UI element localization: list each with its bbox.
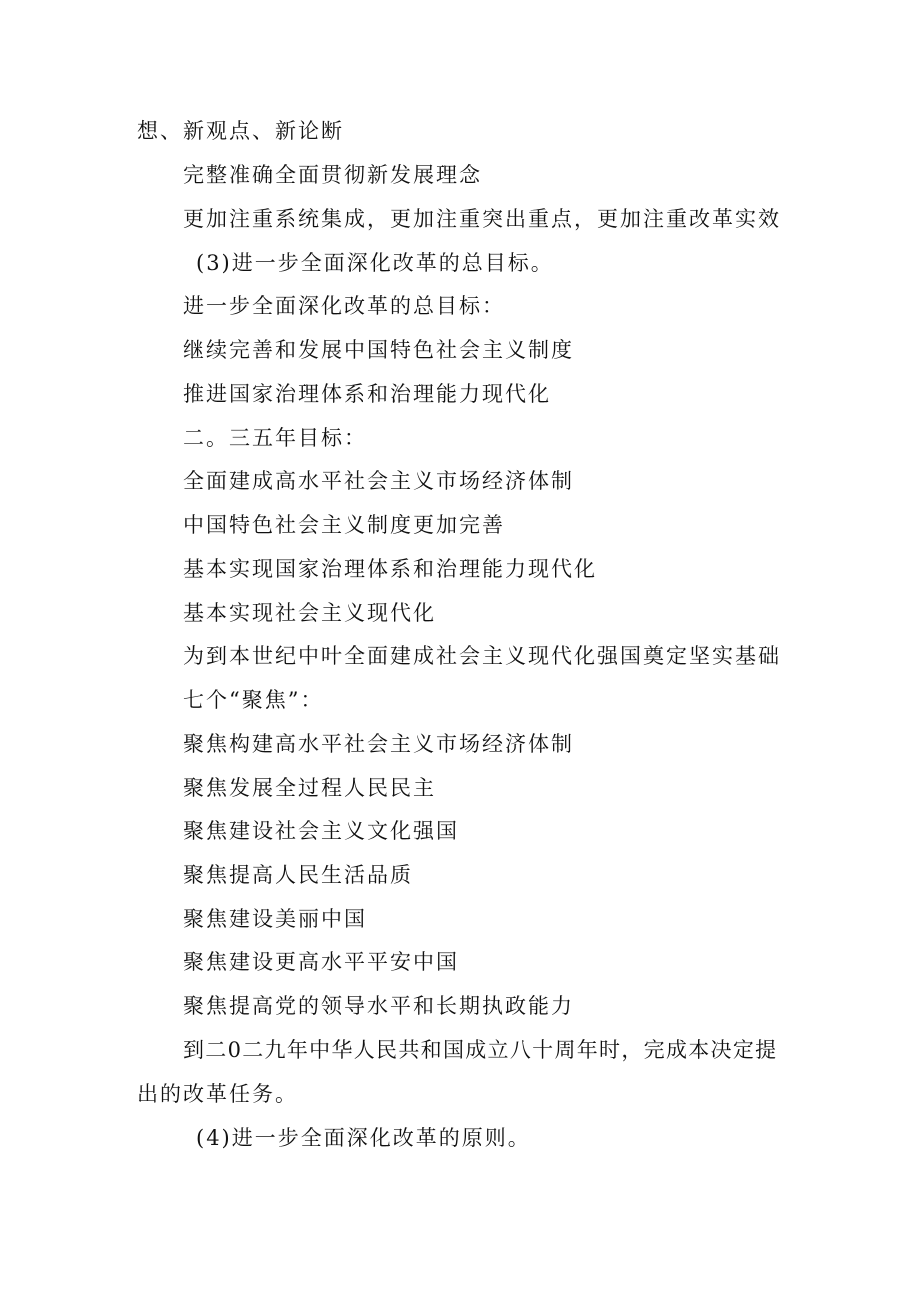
section-heading: (3)进一步全面深化改革的总目标。: [196, 251, 554, 275]
text-line: 继续完善和发展中国特色社会主义制度: [183, 338, 574, 362]
text-line: 更加注重系统集成，更加注重突出重点，更加注重改革实效: [183, 207, 781, 231]
text-line: 进一步全面深化改革的总目标：: [183, 294, 505, 318]
text-line: 为到本世纪中叶全面建成社会主义现代化强国奠定坚实基础: [183, 644, 781, 668]
text-line: 聚焦提高党的领导水平和长期执政能力: [183, 994, 574, 1018]
text-line: 聚焦发展全过程人民民主: [183, 776, 436, 800]
text-line: 全面建成高水平社会主义市场经济体制: [183, 469, 574, 493]
text-line: 聚焦建设更高水平平安中国: [183, 950, 459, 974]
text-line: 聚焦提高人民生活品质: [183, 863, 413, 887]
text-line: 二。三五年目标：: [183, 426, 367, 450]
section-heading: (4)进一步全面深化改革的原则。: [196, 1126, 531, 1150]
text-line: 聚焦构建高水平社会主义市场经济体制: [183, 732, 574, 756]
text-line: 基本实现社会主义现代化: [183, 601, 436, 625]
text-line: 七个“聚焦”：: [183, 688, 324, 712]
text-line: 中国特色社会主义制度更加完善: [183, 513, 505, 537]
text-line: 完整准确全面贯彻新发展理念: [183, 163, 482, 187]
text-line: 推进国家治理体系和治理能力现代化: [183, 382, 551, 406]
text-line: 聚焦建设美丽中国: [183, 907, 367, 931]
text-line: 想、新观点、新论断: [137, 119, 344, 143]
text-line: 基本实现国家治理体系和治理能力现代化: [183, 557, 597, 581]
paragraph-line: 到二0二九年中华人民共和国成立八十周年时，完成本决定提: [183, 1038, 778, 1062]
text-line: 聚焦建设社会主义文化强国: [183, 819, 459, 843]
paragraph-line: 出的改革任务。: [137, 1082, 298, 1106]
